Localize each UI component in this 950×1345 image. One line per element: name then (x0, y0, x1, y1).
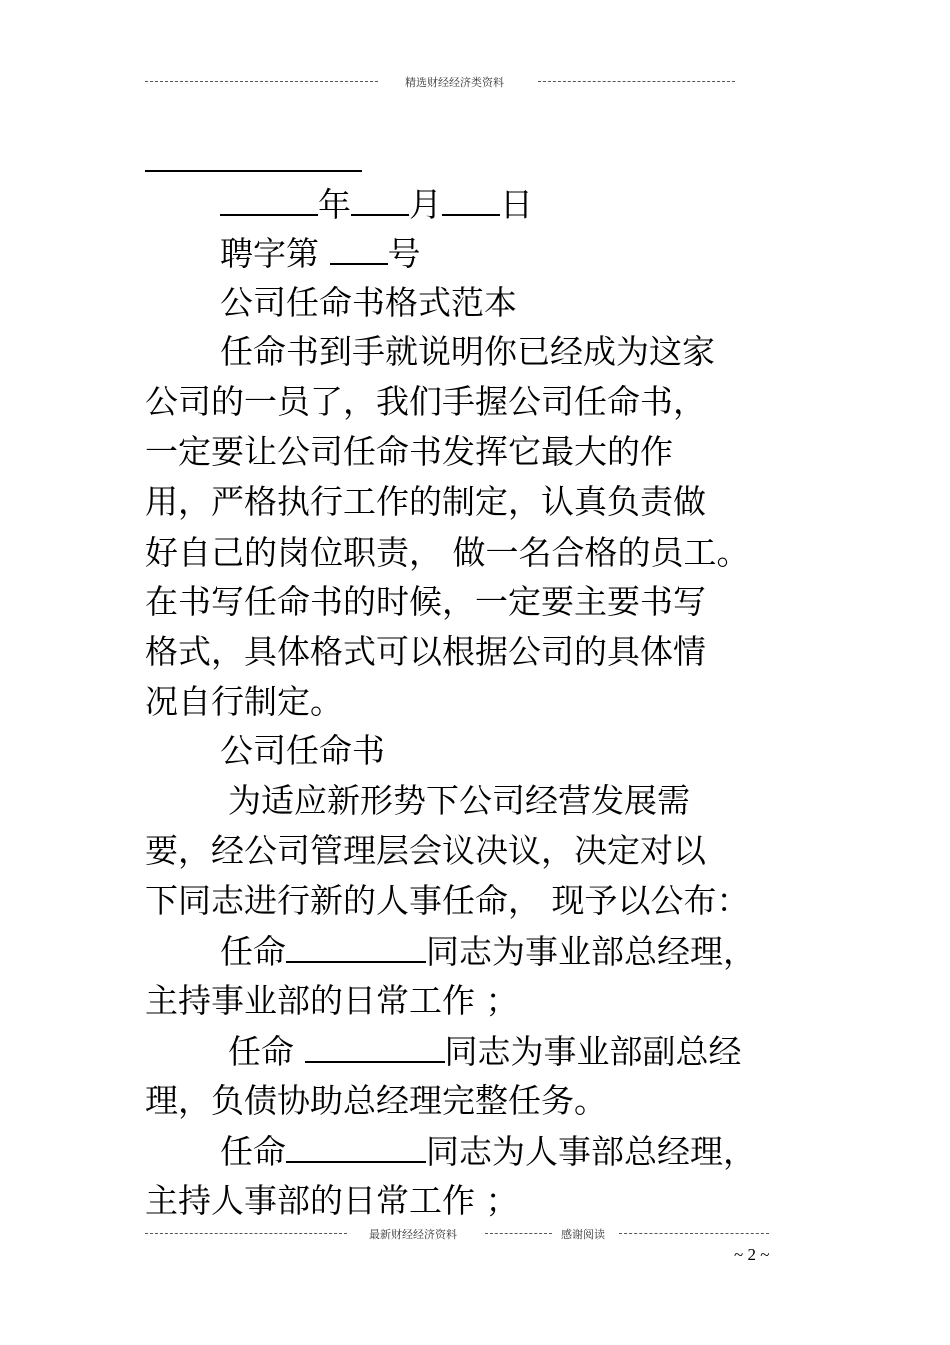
page-number: ~ 2 ~ (734, 1245, 770, 1264)
heading-template: 公司任命书格式范本 (220, 283, 517, 322)
notice-line: 为适应新形势下公司经营发展需 (228, 781, 690, 820)
appointment-duty: 主持事业部的日常工作 ； (145, 981, 519, 1020)
reference-line (220, 233, 421, 274)
day-label: 日 (500, 185, 533, 224)
appointment-prefix: 任命 (220, 1132, 286, 1171)
appointment-line (228, 1031, 742, 1072)
year-label: 年 (318, 185, 351, 224)
appointment-duty: 理，负债协助总经理完整任务。 (145, 1081, 607, 1120)
year-blank (220, 184, 318, 216)
day-blank (442, 184, 500, 216)
month-label: 月 (409, 185, 442, 224)
name-blank (305, 1031, 445, 1063)
appointment-line (220, 931, 756, 972)
footer-right-text: 感谢阅读 (561, 1228, 605, 1241)
appointment-prefix: 任命 (220, 932, 286, 971)
reference-prefix: 聘字第 (220, 234, 319, 273)
header-title: 精选财经经济类资料 (405, 76, 504, 89)
intro-line: 用，严格执行工作的制定，认真负责做 (145, 482, 706, 521)
intro-line: 格式，具体格式可以根据公司的具体情 (145, 632, 706, 671)
reference-blank (330, 233, 388, 265)
intro-line: 好自己的岗位职责， 做一名合格的员工。 (145, 533, 750, 572)
signature-underline (145, 170, 362, 172)
appointment-role: 同志为事业部副总经 (444, 1032, 742, 1071)
appointment-role: 同志为人事部总经理， (426, 1132, 756, 1171)
month-blank (351, 184, 409, 216)
name-blank (286, 1131, 426, 1163)
reference-suffix: 号 (387, 234, 421, 273)
appointment-prefix: 任命 (228, 1032, 294, 1071)
name-blank (286, 931, 426, 963)
heading-notice: 公司任命书 (220, 731, 385, 770)
intro-line: 一定要让公司任命书发挥它最大的作 (145, 432, 673, 471)
appointment-line (220, 1131, 756, 1172)
appointment-role: 同志为事业部总经理， (426, 932, 756, 971)
footer-rule-left (145, 1233, 347, 1234)
header-rule-right (538, 81, 735, 82)
footer-left-text: 最新财经经济资料 (369, 1228, 457, 1241)
header-rule-left (145, 81, 378, 82)
intro-line: 况自行制定。 (145, 682, 343, 721)
intro-line: 在书写任命书的时候，一定要主要书写 (145, 582, 706, 621)
intro-line: 公司的一员了，我们手握公司任命书， (145, 382, 706, 421)
footer-rule-right (619, 1233, 769, 1234)
footer-rule-middle (485, 1233, 552, 1234)
notice-line: 下同志进行新的人事任命， 现予以公布： (145, 881, 750, 920)
notice-line: 要，经公司管理层会议决议，决定对以 (145, 831, 706, 870)
intro-line: 任命书到手就说明你已经成为这家 (220, 332, 715, 371)
date-line (220, 184, 533, 225)
appointment-duty: 主持人事部的日常工作 ； (145, 1181, 519, 1220)
